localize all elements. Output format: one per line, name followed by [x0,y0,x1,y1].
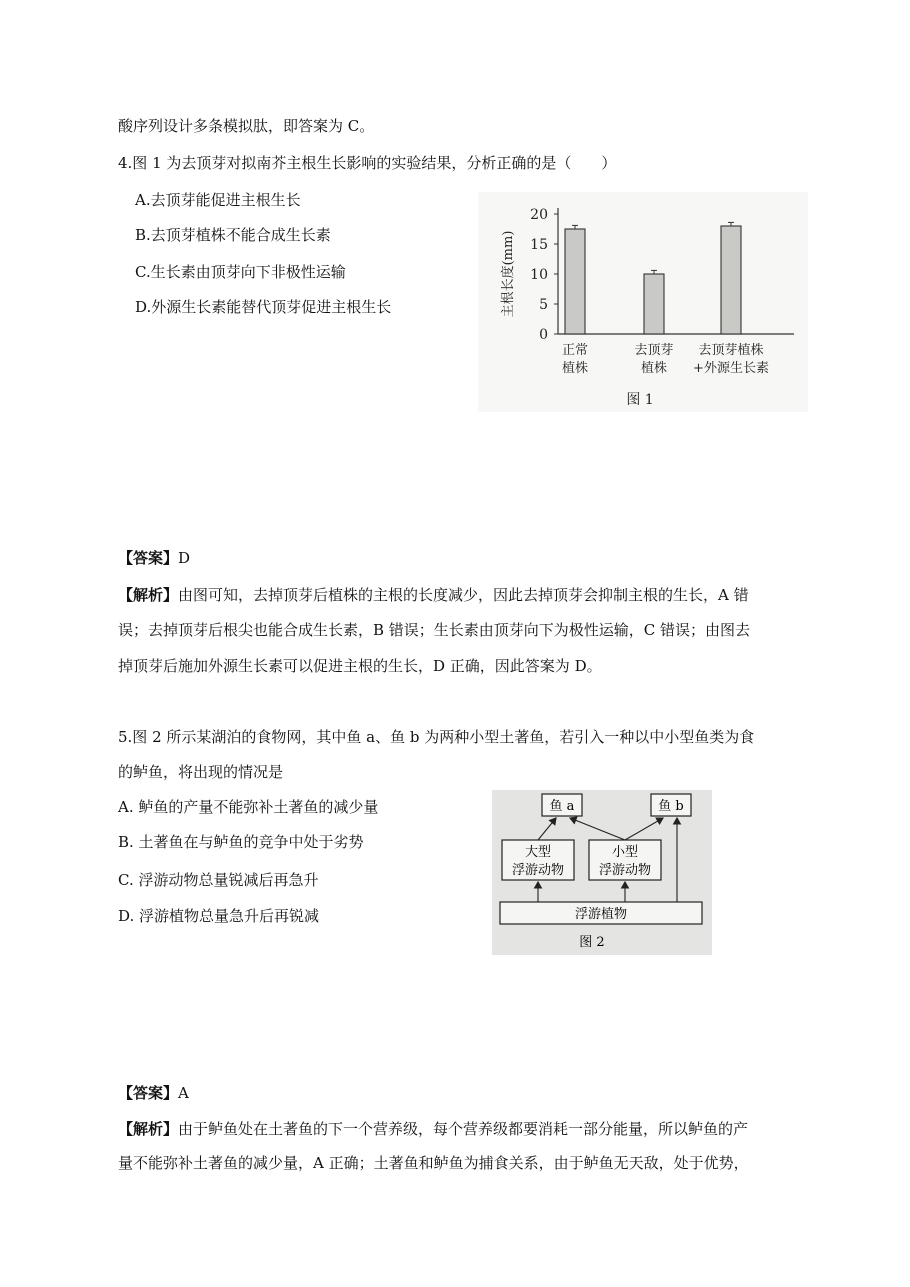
fish-a-label: 鱼 a [549,799,575,814]
q5-answer-value: A [178,1084,189,1102]
q4-option-a: A.去顶芽能促进主根生长 [135,191,301,209]
y-tick-label: 15 [530,237,548,253]
q5-option-d: D. 浮游植物总量急升后再锐减 [118,907,320,925]
q5-stem-line-1: 5.图 2 所示某湖泊的食物网，其中鱼 a、鱼 b 为两种小型土著鱼，若引入一种以中小型鱼类为食 [118,728,755,746]
q4-answer-tag: 【答案】 [118,549,179,567]
y-axis-label: 主根长度(mm) [501,230,516,318]
large-zooplankton-line-1: 大型 [524,845,552,860]
q4-analysis-line-2: 误；去掉顶芽后根尖也能合成生长素，B 错误；生长素由顶芽向下为极性运输，C 错误；由图去 [118,621,751,639]
q4-analysis-line-3: 掉顶芽后施加外源生长素可以促进主根的生长，D 正确，因此答案为 D。 [118,657,602,675]
q5-answer [118,1083,189,1103]
q4-analysis-tag: 【解析】 [118,586,179,604]
q4-option-d: D.外源生长素能替代顶芽促进主根生长 [135,298,392,316]
small-zooplankton-line-1: 小型 [611,845,639,860]
large-zooplankton-line-2: 浮游动物 [511,863,565,878]
category-label-3: +外源生长素 [693,361,769,376]
q5-analysis-line-1 [118,1119,748,1139]
q5-answer-tag: 【答案】 [118,1084,179,1102]
y-tick-label: 0 [539,327,548,343]
chart-title: 图 1 [626,392,654,408]
small-zooplankton-line-2: 浮游动物 [598,863,652,878]
q5-analysis-tag: 【解析】 [118,1120,179,1138]
prev-answer-tail: 酸序列设计多条模拟肽，即答案为 C。 [118,117,375,135]
category-label-3: 去顶芽植株 [698,343,764,358]
root-length-bar-chart [478,192,808,412]
q5-stem-line-2: 的鲈鱼，将出现的情况是 [118,763,284,781]
bar-2 [644,274,664,334]
figure-2-caption: 图 2 [579,935,605,950]
q5-option-a: A. 鲈鱼的产量不能弥补土著鱼的减少量 [118,798,379,816]
y-tick-label: 20 [530,207,548,223]
category-label-1: 正常 [561,343,589,358]
q4-analysis-text: 由图可知，去掉顶芽后植株的主根的长度减少，因此去掉顶芽会抑制主根的生长，A 错 [178,586,749,604]
q4-option-b: B.去顶芽植株不能合成生长素 [135,226,331,244]
fish-b-label: 鱼 b [658,799,684,814]
q4-stem: 4.图 1 为去顶芽对拟南芥主根生长影响的实验结果，分析正确的是（ ） [118,154,617,172]
bar-1 [565,229,585,334]
y-tick-label: 10 [530,267,548,283]
phytoplankton-label: 浮游植物 [574,907,628,922]
category-label-1: 植株 [561,361,589,376]
q5-analysis-text: 由于鲈鱼处在土著鱼的下一个营养级，每个营养级都要消耗一部分能量，所以鲈鱼的产 [178,1120,749,1138]
category-label-2: 去顶芽 [634,343,674,358]
category-label-2: 植株 [640,361,668,376]
y-tick-label: 5 [539,297,548,313]
food-web-diagram [492,790,712,955]
bar-3 [721,226,741,334]
q4-analysis-line-1 [118,585,749,605]
q4-option-c: C.生长素由顶芽向下非极性运输 [135,263,346,281]
q4-answer [118,548,190,568]
q5-analysis-line-2: 量不能弥补土著鱼的减少量，A 正确；土著鱼和鲈鱼为捕食关系，由于鲈鱼无天敌，处于优势， [118,1154,749,1172]
q5-option-b: B. 土著鱼在与鲈鱼的竞争中处于劣势 [118,833,364,851]
q5-option-c: C. 浮游动物总量锐减后再急升 [118,871,319,889]
q4-answer-value: D [178,549,191,567]
